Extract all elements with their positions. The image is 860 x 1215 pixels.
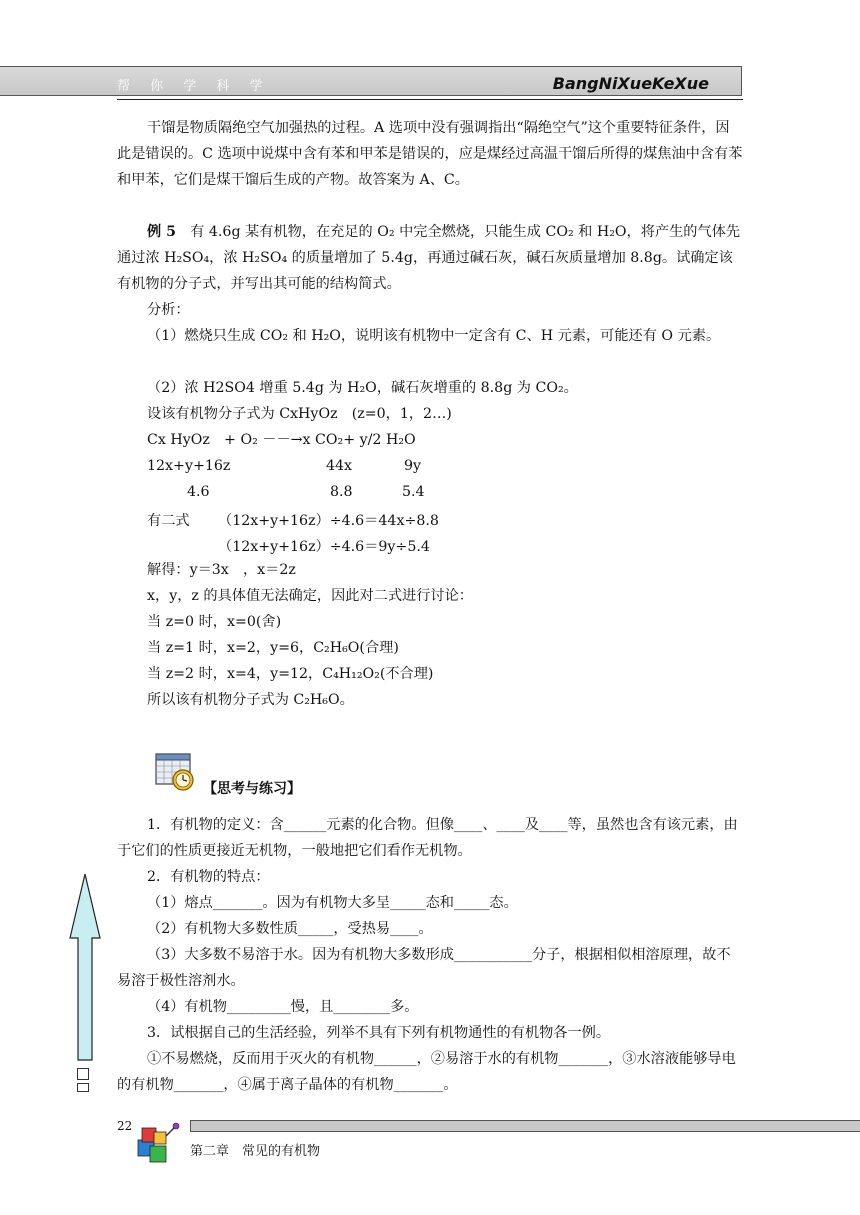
footer-bar	[190, 1120, 860, 1132]
question-2-2: （2）有机物大多数性质_____，受热易____。	[147, 921, 433, 937]
analysis-label: 分析：	[147, 302, 190, 318]
square-marker-icon	[77, 1068, 89, 1080]
page-number: 22	[117, 1119, 133, 1133]
mass-row-2-col-2: 8.8	[330, 484, 353, 500]
equation-1: （12x+y+16z）÷4.6＝44x÷8.8	[218, 513, 439, 529]
mass-row-2-col-1: 4.6	[187, 484, 210, 500]
combustion-equation: Cx HyOz + O₂ －－→x CO₂+ y/2 H₂O	[147, 432, 416, 448]
case-z1: 当 z=1 时，x=2，y=6，C₂H₆O(合理)	[147, 640, 399, 656]
page-header-bar	[0, 66, 742, 96]
conclusion: 所以该有机物分子式为 C₂H₆O。	[147, 692, 354, 708]
header-right-text: BangNiXueKeXue	[552, 74, 709, 93]
formula-assumption: 设该有机物分子式为 CxHyOz (z=0，1，2…)	[147, 406, 452, 422]
exercise-title: 【思考与练习】	[203, 781, 301, 797]
case-z0: 当 z=0 时，x=0(舍)	[147, 614, 282, 630]
up-arrow-icon	[68, 872, 102, 1062]
header-divider	[117, 99, 743, 100]
analysis-point-2: （2）浓 H2SO4 增重 5.4g 为 H₂O，碱石灰增重的 8.8g 为 CO₂。	[147, 380, 578, 396]
question-2-3: （3）大多数不易溶于水。因为有机物大多数形成___________分子，根据相似相溶原理，故不易溶于极性溶剂水。	[117, 947, 731, 989]
paragraph-answer-explanation: 干馏是物质隔绝空气加强热的过程。A 选项中没有强调指出“隔绝空气”这个重要特征条件，因此是错误的。C 选项中说煤中含有苯和甲苯是错误的，应是煤经过高温干馏后所得的煤焦油中含有苯和甲苯，它们是煤干馏后生成的产物。故答案为 A、C。	[117, 120, 743, 188]
mass-row-1-col-1: 12x+y+16z	[147, 458, 231, 474]
question-1: 1．有机物的定义：含______元素的化合物。但像____、____及____等，虽然也含有该元素，由于它们的性质更接近无机物，一般地把它们看作无机物。	[117, 817, 738, 859]
calendar-clock-icon	[155, 752, 197, 792]
discussion: x，y，z 的具体值无法确定，因此对二式进行讨论：	[147, 588, 473, 604]
question-3-items: ①不易燃烧，反而用于灭火的有机物______，②易溶于水的有机物_______，③水溶液能够导电的有机物_______，④属于离子晶体的有机物_______。	[117, 1051, 736, 1093]
equation-2: （12x+y+16z）÷4.6＝9y÷5.4	[218, 539, 430, 555]
question-2-1: （1）熔点_______。因为有机物大多呈_____态和_____态。	[147, 895, 518, 911]
molecule-blocks-icon	[132, 1118, 182, 1168]
solution: 解得：y＝3x ，x＝2z	[147, 562, 296, 578]
equation-label: 有二式	[147, 513, 190, 529]
question-3: 3．试根据自己的生活经验，列举不具有下列有机物通性的有机物各一例。	[147, 1025, 611, 1041]
example-5	[117, 219, 743, 297]
mass-row-1-col-3: 9y	[404, 458, 422, 474]
square-marker-icon	[77, 1083, 89, 1092]
header-left-text: 帮 你 学 科 学	[117, 79, 271, 94]
question-2: 2．有机物的特点：	[147, 869, 270, 885]
mass-row-1-col-2: 44x	[326, 458, 353, 474]
question-2-4: （4）有机物_________慢，且________多。	[147, 999, 419, 1015]
example-label: 例 5	[147, 224, 176, 240]
example-text: 有 4.6g 某有机物，在充足的 O₂ 中完全燃烧，只能生成 CO₂ 和 H₂O，将产生的气体先通过浓 H₂SO₄，浓 H₂SO₄ 的质量增加了 5.4g，再通过碱石灰，碱石灰质量增加 8.8g。试确定该有机物的分子式，并写出其可能的结构简式。	[117, 224, 741, 292]
mass-row-2-col-3: 5.4	[402, 484, 425, 500]
case-z2: 当 z=2 时，x=4，y=12，C₄H₁₂O₂(不合理)	[147, 666, 434, 682]
chapter-title: 第二章 常见的有机物	[190, 1144, 321, 1159]
analysis-point-1: （1）燃烧只生成 CO₂ 和 H₂O，说明该有机物中一定含有 C、H 元素，可能还有 O 元素。	[147, 328, 721, 344]
